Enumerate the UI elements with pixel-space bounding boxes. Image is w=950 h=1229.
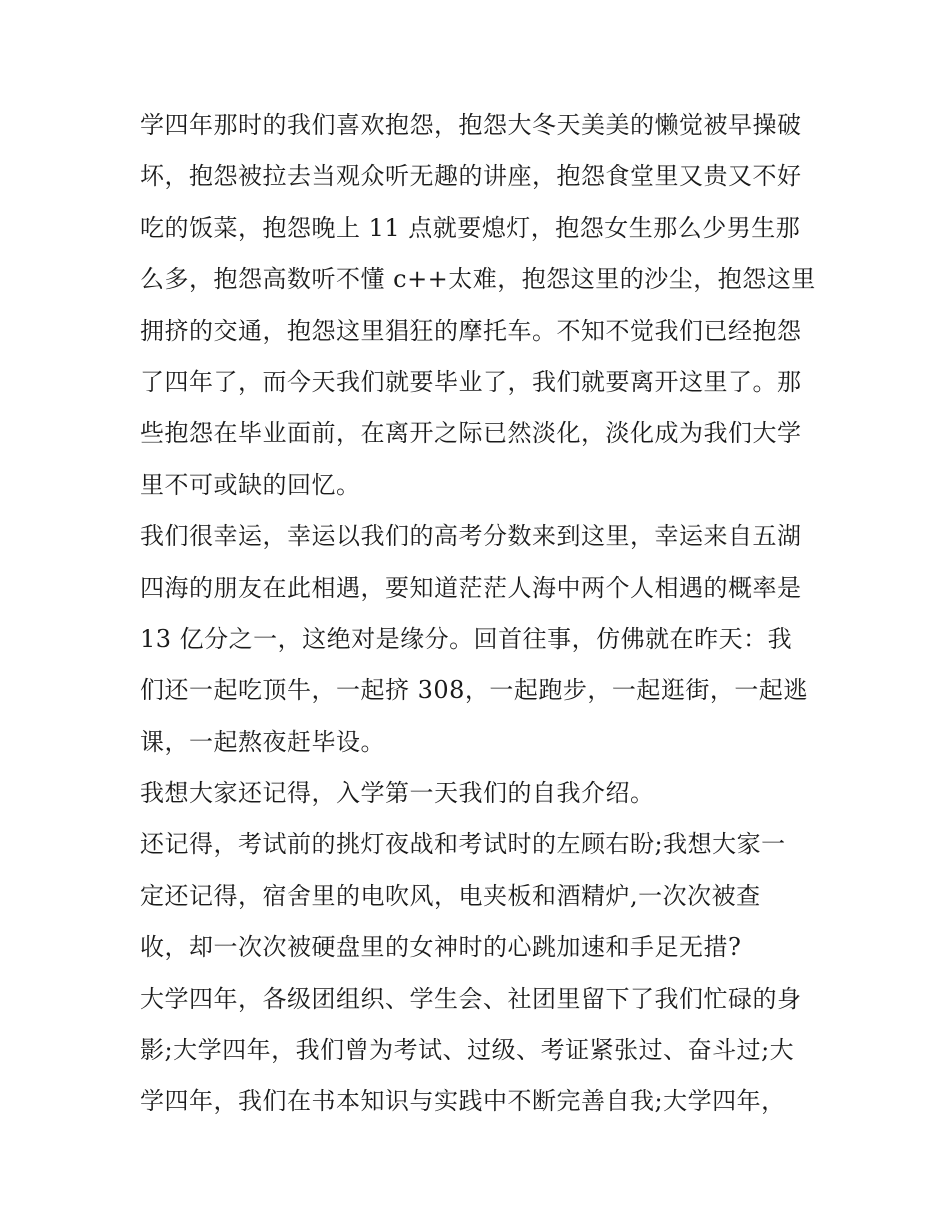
text-line: 学四年，我们在书本知识与实践中不断完善自我;大学四年， [140,1087,786,1116]
text-line: 拥挤的交通，抱怨这里猖狂的摩托车。不知不觉我们已经抱怨 [140,316,802,345]
text-line: 我想大家还记得，入学第一天我们的自我介绍。 [140,779,655,808]
text-line: 还记得，考试前的挑灯夜战和考试时的左顾右盼;我想大家一 [140,830,786,859]
text-line: 收，却一次次被硬盘里的女神时的心跳加速和手足无措? [140,933,742,962]
text-line: 里不可或缺的回忆。 [140,470,361,499]
text-line: 们还一起吃顶牛，一起挤 308，一起跑步，一起逛街，一起逃 [140,676,808,705]
text-line: 定还记得，宿舍里的电吹风，电夹板和酒精炉,一次次被查 [140,881,761,910]
text-line: 四海的朋友在此相遇，要知道茫茫人海中两个人相遇的概率是 [140,573,802,602]
text-line: 坏，抱怨被拉去当观众听无趣的讲座，抱怨食堂里又贵又不好 [140,162,802,191]
text-line: 影;大学四年，我们曾为考试、过级、考证紧张过、奋斗过;大 [140,1036,795,1065]
text-line: 么多，抱怨高数听不懂 c++太难，抱怨这里的沙尘，抱怨这里 [140,265,816,294]
text-line: 吃的饭菜，抱怨晚上 11 点就要熄灯，抱怨女生那么少男生那 [140,213,801,242]
text-line: 我们很幸运，幸运以我们的高考分数来到这里，幸运来自五湖 [140,522,802,551]
document-body [140,100,820,1128]
text-line: 大学四年，各级团组织、学生会、社团里留下了我们忙碌的身 [140,984,802,1013]
text-line: 13 亿分之一，这绝对是缘分。回首往事，仿佛就在昨天：我 [140,624,793,653]
text-line: 些抱怨在毕业面前，在离开之际已然淡化，淡化成为我们大学 [140,419,802,448]
text-line: 了四年了，而今天我们就要毕业了，我们就要离开这里了。那 [140,367,802,396]
text-line: 学四年那时的我们喜欢抱怨，抱怨大冬天美美的懒觉被早操破 [140,111,802,139]
text-line: 课，一起熬夜赶毕设。 [140,727,385,756]
